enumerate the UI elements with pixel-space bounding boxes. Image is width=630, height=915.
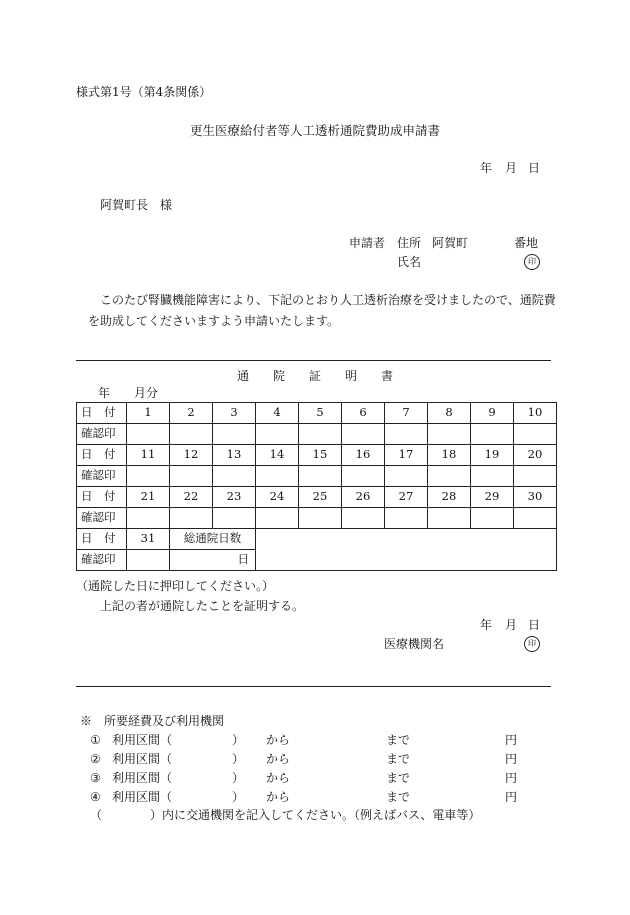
seal-row-label: 確認印 [77, 550, 127, 571]
day-cell: 8 [428, 403, 471, 424]
seal-cell [256, 508, 299, 529]
seal-cell [127, 466, 170, 487]
route-from: から [266, 790, 291, 804]
day-row-label: 日 付 [77, 403, 127, 424]
seal-cell [299, 508, 342, 529]
seal-cell [428, 508, 471, 529]
seal-cell [299, 466, 342, 487]
day-cell: 15 [299, 445, 342, 466]
day-cell: 30 [514, 487, 557, 508]
footnote: （ ）内に交通機関を記入してください。（例えばバス、電車等） [90, 808, 481, 822]
day-row-label: 日 付 [77, 487, 127, 508]
seal-row-label: 確認印 [77, 466, 127, 487]
seal-cell [342, 424, 385, 445]
seal-cell [428, 424, 471, 445]
institution-label: 医療機関名 [384, 637, 445, 651]
table-row [77, 508, 557, 529]
day-cell: 10 [514, 403, 557, 424]
table-row [77, 529, 557, 550]
route-from: から [266, 771, 291, 785]
blank-area [256, 529, 557, 571]
seal-cell [514, 508, 557, 529]
day-cell: 13 [213, 445, 256, 466]
day-cell: 31 [127, 529, 170, 550]
route-to: まで [386, 771, 411, 785]
seal-cell [127, 550, 170, 571]
divider-bottom [76, 686, 551, 687]
day-cell: 18 [428, 445, 471, 466]
day-cell: 19 [471, 445, 514, 466]
address-label: 住所 [397, 236, 422, 250]
seal-cell [256, 424, 299, 445]
seal-cell [471, 466, 514, 487]
date-month: 月 [505, 161, 518, 175]
route-yen: 円 [505, 790, 518, 804]
day-cell: 11 [127, 445, 170, 466]
seal-cell [514, 424, 557, 445]
institution-seal: 印 [524, 636, 540, 652]
addressee: 阿賀町長 様 [100, 198, 173, 212]
day-cell: 4 [256, 403, 299, 424]
day-cell: 6 [342, 403, 385, 424]
address-town: 阿賀町 [432, 236, 469, 250]
seal-cell [213, 424, 256, 445]
table-row [77, 424, 557, 445]
day-cell: 1 [127, 403, 170, 424]
divider-top [76, 360, 551, 361]
day-cell: 9 [471, 403, 514, 424]
day-cell: 16 [342, 445, 385, 466]
date-day: 日 [528, 161, 541, 175]
day-cell: 28 [428, 487, 471, 508]
day-cell: 12 [170, 445, 213, 466]
page-title: 更生医療給付者等人工透析通院費助成申請書 [189, 123, 440, 138]
seal-cell [385, 508, 428, 529]
month-label: 年 月分 [98, 386, 159, 400]
cert-date-month: 月 [505, 618, 518, 632]
seal-cell [170, 508, 213, 529]
attendance-table [76, 402, 557, 571]
day-cell: 26 [342, 487, 385, 508]
note-text: （通院した日に押印してください。） [76, 579, 275, 593]
body-text-line2: を助成してくださいますよう申請いたします。 [88, 314, 340, 328]
route-label: 利用区間（ ） [112, 752, 245, 766]
date-year: 年 [480, 161, 493, 175]
cert-date-year: 年 [480, 618, 493, 632]
seal-cell [385, 466, 428, 487]
route-to: まで [386, 752, 411, 766]
form-id: 様式第1号（第4条関係） [76, 85, 212, 99]
day-cell: 17 [385, 445, 428, 466]
route-to: まで [386, 733, 411, 747]
name-label: 氏名 [397, 255, 422, 269]
seal-row-label: 確認印 [77, 424, 127, 445]
day-row-label: 日 付 [77, 529, 127, 550]
day-cell: 25 [299, 487, 342, 508]
address-banchi: 番地 [514, 236, 539, 250]
applicant-label: 申請者 [349, 236, 386, 250]
table-row [77, 445, 557, 466]
seal-cell [471, 508, 514, 529]
route-label: 利用区間（ ） [112, 790, 245, 804]
seal-cell [385, 424, 428, 445]
table-row [77, 403, 557, 424]
day-cell: 21 [127, 487, 170, 508]
seal-cell [342, 508, 385, 529]
total-days-value: 日 [170, 550, 256, 571]
route-yen: 円 [505, 752, 518, 766]
route-number: ③ [90, 771, 101, 785]
certificate-title: 通 院 証 明 書 [236, 369, 393, 383]
route-label: 利用区間（ ） [112, 771, 245, 785]
route-from: から [266, 752, 291, 766]
seal-cell [213, 466, 256, 487]
seal-row-label: 確認印 [77, 508, 127, 529]
day-cell: 22 [170, 487, 213, 508]
day-row-label: 日 付 [77, 445, 127, 466]
day-cell: 7 [385, 403, 428, 424]
certify-text: 上記の者が通院したことを証明する。 [100, 599, 305, 613]
route-number: ④ [90, 790, 101, 804]
table-row [77, 487, 557, 508]
day-cell: 2 [170, 403, 213, 424]
cert-date-day: 日 [528, 618, 541, 632]
route-yen: 円 [505, 733, 518, 747]
seal-cell [299, 424, 342, 445]
day-cell: 14 [256, 445, 299, 466]
applicant-seal: 印 [524, 254, 540, 270]
seal-cell [471, 424, 514, 445]
seal-cell [342, 466, 385, 487]
route-from: から [266, 733, 291, 747]
day-cell: 3 [213, 403, 256, 424]
day-cell: 23 [213, 487, 256, 508]
day-cell: 20 [514, 445, 557, 466]
day-cell: 29 [471, 487, 514, 508]
table-row [77, 466, 557, 487]
seal-cell [213, 508, 256, 529]
seal-cell [256, 466, 299, 487]
seal-cell [127, 508, 170, 529]
seal-cell [428, 466, 471, 487]
seal-cell [170, 466, 213, 487]
route-number: ② [90, 752, 101, 766]
route-to: まで [386, 790, 411, 804]
day-cell: 27 [385, 487, 428, 508]
route-label: 利用区間（ ） [112, 733, 245, 747]
seal-cell [127, 424, 170, 445]
seal-cell [514, 466, 557, 487]
expenses-heading: ※ 所要経費及び利用機関 [80, 714, 225, 728]
route-yen: 円 [505, 771, 518, 785]
body-text-line1: このたび腎臓機能障害により、下記のとおり人工透析治療を受けましたので、通院費 [100, 293, 556, 307]
day-cell: 24 [256, 487, 299, 508]
route-number: ① [90, 733, 101, 747]
total-days-label: 総通院日数 [170, 529, 256, 550]
seal-cell [170, 424, 213, 445]
day-cell: 5 [299, 403, 342, 424]
